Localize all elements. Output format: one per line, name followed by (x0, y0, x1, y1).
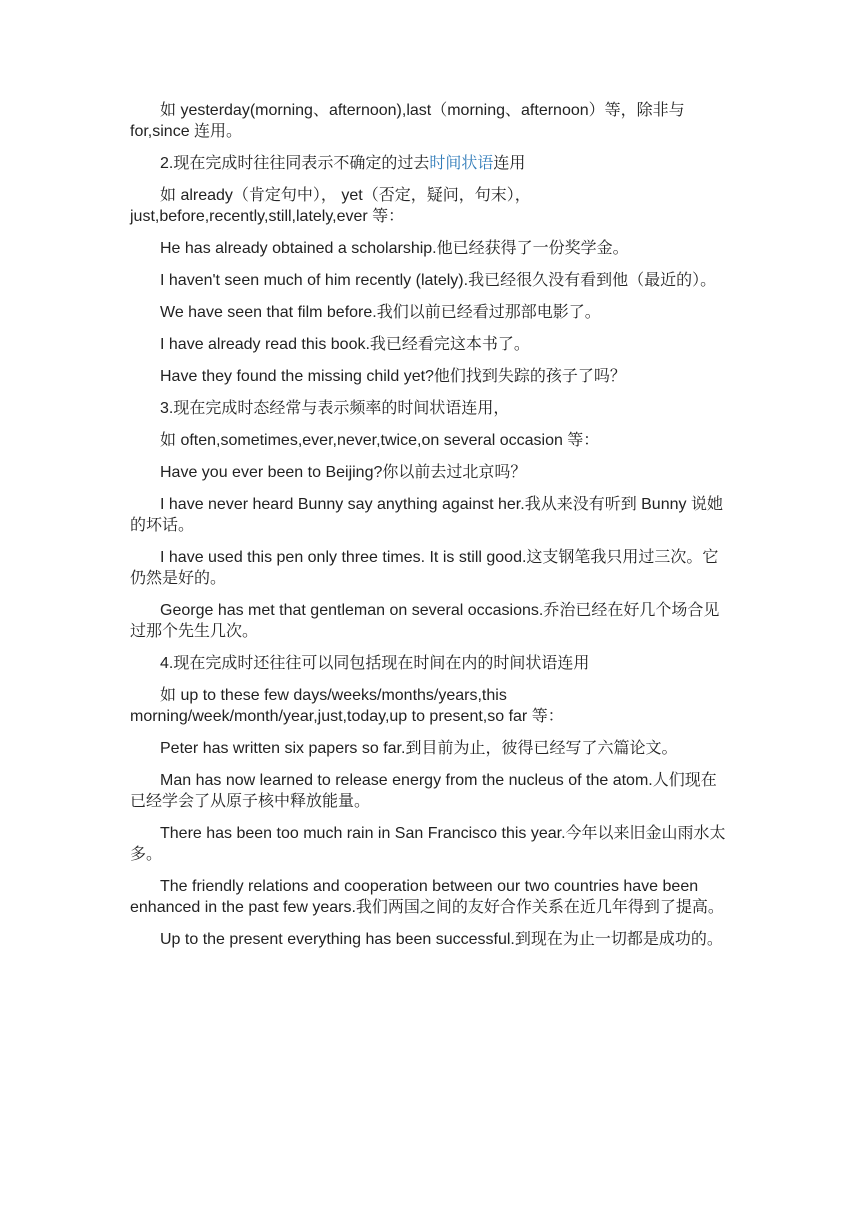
paragraph-text: I have used this pen only three times. It is still good.这支钢笔我只用过三次。它仍然是好的。 (130, 549, 719, 587)
paragraph (130, 238, 732, 259)
paragraph (130, 547, 732, 589)
paragraph-text: Have they found the missing child yet?他们找到失踪的孩子了吗？ (160, 368, 626, 385)
paragraph-text: 如 already（肯定句中）， yet（否定，疑问，句末）， just,before,recently,still,lately,ever 等： (130, 187, 531, 225)
paragraph (130, 430, 732, 451)
paragraph (130, 876, 732, 918)
paragraph-text: 2.现在完成时往往同表示不确定的过去 (160, 155, 430, 172)
paragraph (130, 334, 732, 355)
paragraph (130, 494, 732, 536)
paragraph (130, 270, 732, 291)
paragraph (130, 462, 732, 483)
paragraph-text: 3.现在完成时态经常与表示频率的时间状语连用， (160, 400, 510, 417)
paragraph-text: Peter has written six papers so far.到目前为止，彼得已经写了六篇论文。 (160, 740, 678, 757)
paragraph-text: George has met that gentleman on several occasions.乔治已经在好几个场合见过那个先生几次。 (130, 602, 720, 640)
paragraph-text: 4.现在完成时还往往可以同包括现在时间在内的时间状语连用 (160, 655, 590, 672)
paragraph-text: Up to the present everything has been successful.到现在为止一切都是成功的。 (160, 931, 723, 948)
paragraph (130, 929, 732, 950)
paragraph-text: Have you ever been to Beijing?你以前去过北京吗？ (160, 464, 527, 481)
paragraph-text: The friendly relations and cooperation between our two countries have been enhanced in the past few years.我们两国之间的友好合作关系在近几年得到了提高。 (130, 878, 724, 916)
paragraph-text: I have already read this book.我已经看完这本书了。 (160, 336, 530, 353)
paragraph (130, 738, 732, 759)
term-link[interactable]: 时间状语 (429, 155, 494, 172)
paragraph-text: 如 yesterday(morning、afternoon),last（morning、afternoon）等，除非与for,since 连用。 (130, 102, 685, 140)
paragraph-text: I haven't seen much of him recently (lately).我已经很久没有看到他（最近的）。 (160, 272, 717, 289)
paragraph (130, 770, 732, 812)
paragraph (130, 823, 732, 865)
paragraph (130, 302, 732, 323)
paragraph (130, 600, 732, 642)
paragraph (130, 653, 732, 674)
paragraph (130, 398, 732, 419)
paragraph-text: 如 up to these few days/weeks/months/years,this morning/week/month/year,just,today,up to present,so far 等： (130, 687, 564, 725)
paragraph-text: He has already obtained a scholarship.他已经获得了一份奖学金。 (160, 240, 629, 257)
paragraph-text: There has been too much rain in San Francisco this year.今年以来旧金山雨水太多。 (130, 825, 726, 863)
paragraph-text: Man has now learned to release energy from the nucleus of the atom.人们现在已经学会了从原子核中释放能量。 (130, 772, 717, 810)
paragraph-text: 如 often,sometimes,ever,never,twice,on several occasion 等： (160, 432, 600, 449)
paragraph (130, 685, 732, 727)
paragraph (130, 153, 732, 174)
paragraph-text: I have never heard Bunny say anything against her.我从来没有听到 Bunny 说她的坏话。 (130, 496, 723, 534)
paragraph-text: We have seen that film before.我们以前已经看过那部电影了。 (160, 304, 601, 321)
paragraph-text: 连用 (493, 155, 526, 172)
document-body (130, 100, 732, 961)
paragraph (130, 185, 732, 227)
paragraph (130, 100, 732, 142)
paragraph (130, 366, 732, 387)
